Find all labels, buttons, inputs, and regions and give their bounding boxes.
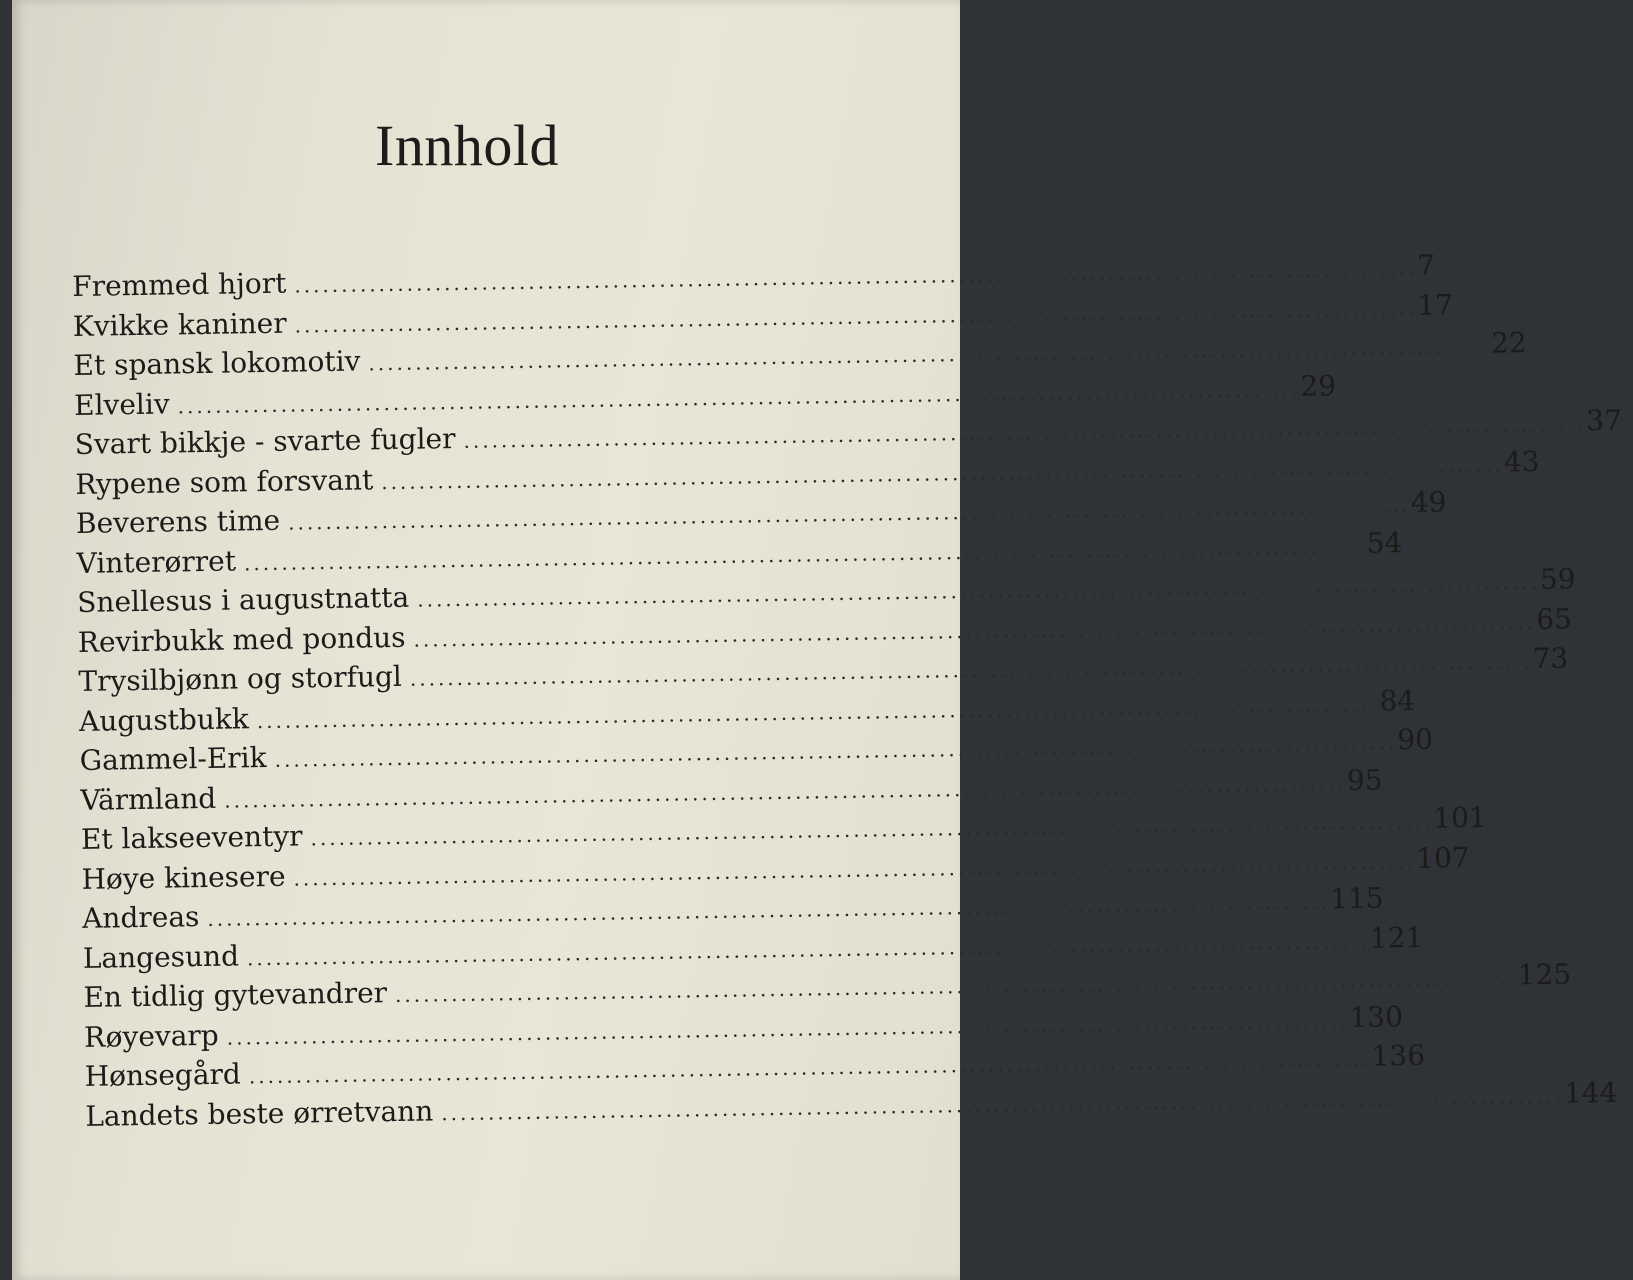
toc-dot-leader: ........................................................................................................................ <box>287 493 1412 535</box>
toc-entry-title: Snellesus i augustnatta <box>76 580 410 619</box>
toc-dot-leader: ........................................................................................................................ <box>248 1046 1372 1089</box>
toc-entry-page-number: 49 <box>1410 485 1447 519</box>
toc-entry-page-number: 22 <box>1490 326 1528 360</box>
toc-entry-page-number: 54 <box>1366 525 1403 560</box>
toc-entry-title: Elveliv <box>73 386 170 422</box>
toc-dot-leader: ........................................................................................................................ <box>224 770 1348 813</box>
toc-dot-leader: ........................................................................................................................ <box>294 295 1418 338</box>
toc-entry-title: Trysilbjønn og storfugl <box>78 659 403 698</box>
toc-entry-title: Langesund <box>82 938 240 975</box>
page-title: Innhold <box>375 113 559 178</box>
toc-dot-leader: ........................................................................................................................ <box>441 1083 1565 1125</box>
toc-entry-title: Andreas <box>81 900 200 935</box>
toc-entry-title: Hønsegård <box>84 1057 242 1093</box>
toc-dot-leader: ........................................................................................................................ <box>207 889 1331 931</box>
toc-entry-page-number: 73 <box>1532 641 1569 676</box>
toc-dot-leader: ........................................................................................................................ <box>294 255 1418 298</box>
toc-dot-leader: ........................................................................................................................ <box>368 333 1492 376</box>
toc-entry-title: En tidlig gytevandrer <box>83 976 388 1014</box>
toc-entry-page-number: 90 <box>1397 722 1434 757</box>
toc-entry-page-number: 95 <box>1346 762 1383 797</box>
toc-entry-page-number: 59 <box>1539 562 1576 596</box>
toc-entry-page-number: 136 <box>1371 1038 1426 1073</box>
toc-dot-leader: ........................................................................................................................ <box>409 649 1533 691</box>
toc-entry-page-number: 101 <box>1433 800 1487 835</box>
toc-entry-page-number: 37 <box>1585 403 1623 438</box>
toc-entry-title: Värmland <box>80 781 217 817</box>
book-page <box>12 0 1623 1280</box>
toc-entry-page-number: 7 <box>1416 248 1436 282</box>
toc-entry-page-number: 43 <box>1503 444 1540 479</box>
toc-entry-page-number: 130 <box>1349 999 1404 1034</box>
toc-dot-leader: ........................................................................................................................ <box>246 928 1370 970</box>
toc-entry-title: Fremmed hjort <box>72 266 287 303</box>
toc-entry-title: Et spansk lokomotiv <box>73 344 361 382</box>
toc-dot-leader: ........................................................................................................................ <box>293 848 1417 891</box>
toc-entry-page-number: 29 <box>1300 368 1337 403</box>
toc-entry-title: Svart bikkje - svarte fugler <box>74 421 456 461</box>
toc-entry-page-number: 121 <box>1369 920 1424 955</box>
toc-entry-title: Rypene som forsvant <box>75 462 374 501</box>
toc-dot-leader: ........................................................................................................................ <box>394 965 1518 1008</box>
toc-entry-page-number: 107 <box>1416 840 1470 875</box>
toc-entry-page-number: 144 <box>1563 1075 1618 1110</box>
toc-entry-title: Røyevarp <box>83 1018 219 1054</box>
toc-dot-leader: ........................................................................................................................ <box>226 1007 1350 1050</box>
toc-entry-page-number: 115 <box>1329 881 1384 916</box>
toc-dot-leader: ........................................................................................................................ <box>256 691 1380 733</box>
toc-entry-page-number: 84 <box>1379 683 1416 718</box>
toc-entry-title: Augustbukk <box>78 701 250 738</box>
toc-entry-title: Beverens time <box>75 503 281 540</box>
toc-dot-leader: ........................................................................................................................ <box>177 376 1301 418</box>
toc-entry-page-number: 125 <box>1517 957 1572 992</box>
toc-entry-title: Høye kinesere <box>81 859 286 896</box>
toc-entry-title: Gammel-Erik <box>79 741 267 777</box>
toc-entry-page-number: 65 <box>1535 601 1573 636</box>
toc-dot-leader: ........................................................................................................................ <box>463 411 1587 453</box>
toc-entry-title: Vinterørret <box>76 543 237 580</box>
toc-entry-title: Kvikke kaniner <box>72 306 287 343</box>
toc-dot-leader: ........................................................................................................................ <box>310 808 1434 851</box>
toc-entry-title: Et lakseeventyr <box>80 819 303 856</box>
toc-entry-title: Landets beste ørretvann <box>85 1093 434 1133</box>
toc-entry-title: Revirbukk med pondus <box>77 620 406 659</box>
toc-dot-leader: ........................................................................................................................ <box>243 533 1367 575</box>
toc-dot-leader: ........................................................................................................................ <box>417 569 1541 612</box>
toc-dot-leader: ........................................................................................................................ <box>381 452 1505 494</box>
toc-dot-leader: ........................................................................................................................ <box>413 609 1537 652</box>
toc-entry-page-number: 17 <box>1417 287 1454 322</box>
table-of-contents <box>72 248 1623 1138</box>
toc-dot-leader: ........................................................................................................................ <box>274 730 1398 772</box>
